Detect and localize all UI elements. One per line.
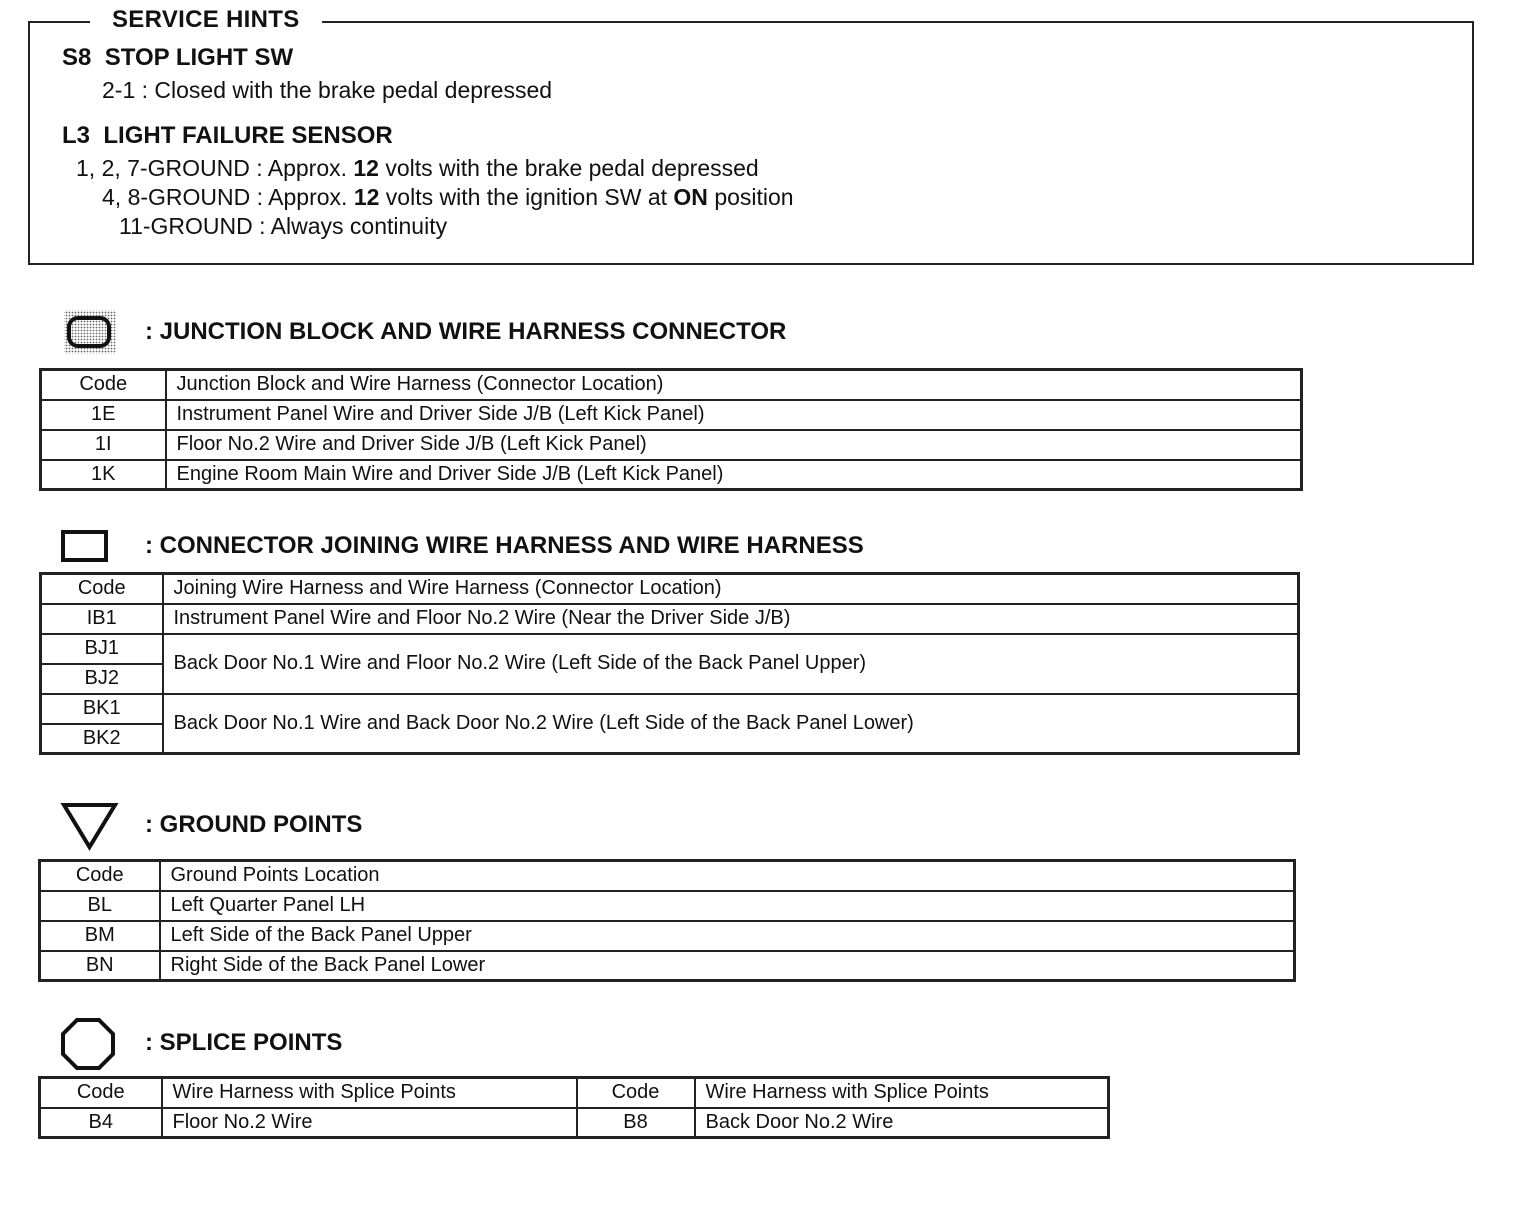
component-id: S8 [62,44,92,71]
table-row [40,1108,1109,1138]
location-cell: Back Door No.1 Wire and Floor No.2 Wire (Left Side of the Back Panel Upper) [163,634,1299,694]
hint-line: 11-GROUND : Always continuity [119,213,448,239]
connector-icon [60,527,110,565]
table-row [41,694,1299,724]
location-cell: Engine Room Main Wire and Driver Side J/B (Left Kick Panel) [166,460,1302,490]
code-cell: B8 [577,1108,695,1138]
code-cell: 1K [41,460,166,490]
connector-heading: : CONNECTOR JOINING WIRE HARNESS AND WIRE HARNESS [145,532,864,559]
component-name: STOP LIGHT SW [104,44,294,71]
header-cell: Code [41,370,166,400]
voltage-value: 12 [353,155,379,181]
connector-table [39,572,1300,755]
hint-text: Closed with the brake pedal depressed [154,77,553,103]
terminals: 2-1 [102,77,136,103]
terminals: 1, 2, 7-GROUND [76,155,250,181]
table-header-row [41,370,1302,400]
terminals: 11-GROUND [119,213,253,239]
switch-state: ON [673,184,708,210]
junction-block-icon [62,308,118,356]
component-s8-heading [62,44,293,72]
code-cell: BK2 [41,724,163,754]
junction-heading: : JUNCTION BLOCK AND WIRE HARNESS CONNECTOR [145,318,787,345]
code-cell: 1E [41,400,166,430]
table-header-row [40,1078,1109,1108]
location-cell: Back Door No.1 Wire and Back Door No.2 Wire (Left Side of the Back Panel Lower) [163,694,1299,754]
header-cell: Ground Points Location [160,861,1295,891]
header-cell: Code [40,1078,162,1108]
table-row [41,430,1302,460]
terminals: 4, 8-GROUND [102,184,251,210]
component-l3-heading [62,122,393,150]
table-row [41,400,1302,430]
table-row [41,604,1299,634]
table-row [41,634,1299,664]
hint-line: 4, 8-GROUND : Approx. 12 volts with the ignition SW at ON position [102,184,794,210]
header-cell: Joining Wire Harness and Wire Harness (Connector Location) [163,574,1299,604]
header-cell: Wire Harness with Splice Points [695,1078,1109,1108]
code-cell: BJ1 [41,634,163,664]
table-row [41,460,1302,490]
location-cell: Floor No.2 Wire and Driver Side J/B (Left Kick Panel) [166,430,1302,460]
code-cell: B4 [40,1108,162,1138]
ground-table [38,859,1296,982]
location-cell: Instrument Panel Wire and Floor No.2 Wire (Near the Driver Side J/B) [163,604,1299,634]
splice-table [38,1076,1110,1139]
code-cell: BM [40,921,160,951]
splice-heading: : SPLICE POINTS [145,1029,343,1056]
component-id: L3 [62,122,91,149]
location-cell: Instrument Panel Wire and Driver Side J/B (Left Kick Panel) [166,400,1302,430]
hint-line: 2-1 : Closed with the brake pedal depressed [102,77,553,103]
hint-text: Always continuity [270,213,448,239]
harness-cell: Back Door No.2 Wire [695,1108,1109,1138]
header-cell: Code [40,861,160,891]
code-cell: BJ2 [41,664,163,694]
code-cell: 1I [41,430,166,460]
table-row [40,891,1295,921]
harness-cell: Floor No.2 Wire [162,1108,577,1138]
voltage-value: 12 [353,184,380,210]
header-cell: Code [577,1078,695,1108]
service-hints-title: SERVICE HINTS [90,6,322,34]
hint-line: 1, 2, 7-GROUND : Approx. 12 volts with the brake pedal depressed [76,155,759,181]
component-name: LIGHT FAILURE SENSOR [103,122,393,149]
table-row [40,951,1295,981]
junction-table [39,368,1303,491]
ground-heading: : GROUND POINTS [145,811,363,838]
code-cell: BK1 [41,694,163,724]
code-cell: IB1 [41,604,163,634]
code-cell: BN [40,951,160,981]
table-header-row [41,574,1299,604]
location-cell: Left Quarter Panel LH [160,891,1295,921]
header-cell: Junction Block and Wire Harness (Connector Location) [166,370,1302,400]
location-cell: Left Side of the Back Panel Upper [160,921,1295,951]
ground-triangle-icon [60,800,120,852]
splice-octagon-icon [59,1016,117,1072]
code-cell: BL [40,891,160,921]
table-row [40,921,1295,951]
header-cell: Code [41,574,163,604]
header-cell: Wire Harness with Splice Points [162,1078,577,1108]
table-header-row [40,861,1295,891]
location-cell: Right Side of the Back Panel Lower [160,951,1295,981]
